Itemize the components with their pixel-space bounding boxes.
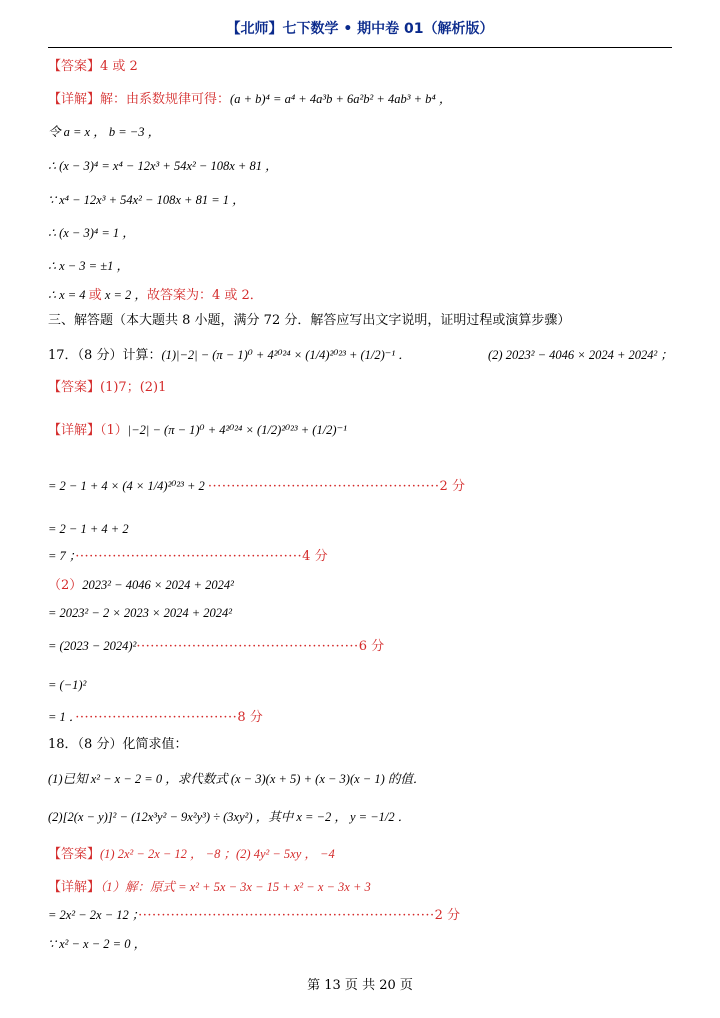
step-2: = 2 − 1 + 4 + 2 — [48, 522, 129, 536]
substitution-line: 令 a = x ， b = −3 ， — [48, 125, 161, 139]
dot-leader: ································································ — [138, 908, 435, 923]
binomial-expansion: (a + b)⁴ = a⁴ + 4a³b + 6a²b² + 4ab³ + b⁴ ， — [230, 92, 452, 106]
step-1-expr: = 2 − 1 + 4 × (4 × 1/4)²⁰²³ + 2 — [48, 479, 208, 493]
step-3 — [48, 547, 328, 566]
header-divider — [48, 47, 672, 48]
answer-line-1 — [48, 58, 138, 76]
detail-tag: 【详解】 — [48, 423, 101, 438]
score-points: 2 分 — [434, 908, 461, 923]
part-label: （1） — [100, 423, 128, 438]
dot-leader: ················································· — [75, 549, 303, 564]
detail-text: 解：由系数规律可得： — [100, 92, 231, 107]
q17-prefix: 17．（8 分）计算： — [48, 348, 162, 363]
step-7: = (−1)² — [48, 678, 87, 692]
step-4-expr: 2023² − 4046 × 2024 + 2024² — [82, 578, 234, 592]
step-5: = 2023² − 2 × 2023 × 2024 + 2024² — [48, 606, 233, 620]
final-answer: 故答案为：4 或 2． — [146, 288, 263, 303]
answer-tag: 【答案】 — [48, 380, 101, 395]
q18-answer-value: (1) 2x² − 2x − 12 ， −8 ；(2) 4y² − 5xy ， −4 — [100, 847, 335, 861]
dot-leader: ··································· — [75, 710, 238, 725]
q17-detail-expr: |−2| − (π − 1)⁰ + 4²⁰²⁴ × (1/2)²⁰²³ + (1/2)⁻¹ — [127, 423, 347, 437]
detail-tag: 【详解】 — [48, 92, 101, 107]
step-8 — [48, 708, 263, 727]
detail-tag: 【详解】 — [48, 880, 101, 895]
solution-x4: ∴ x = 4 — [48, 288, 89, 302]
q18-step-1 — [48, 906, 460, 925]
score-points: 8 分 — [237, 710, 263, 725]
q18-step-2: ∵ x² − x − 2 = 0 ， — [48, 937, 147, 951]
expansion-line: ∴ (x − 3)⁴ = x⁴ − 12x³ + 54x² − 108x + 81 ， — [48, 159, 278, 173]
page-footer: 第 13 页 共 20 页 — [307, 978, 413, 993]
section-title: 三、解答题（本大题共 8 小题，满分 72 分．解答应写出文字说明，证明过程或演算步骤） — [48, 313, 571, 328]
question-17 — [48, 346, 411, 365]
part-label: （2） — [48, 578, 83, 593]
score-points: 6 分 — [358, 639, 385, 654]
step-6 — [48, 637, 384, 656]
q18-answer — [48, 845, 335, 864]
q18-detail-expr: （1）解：原式 = x² + 5x − 3x − 15 + x² − x − 3x + 3 — [100, 880, 371, 894]
step-4 — [48, 576, 234, 595]
q17-answer-value: (1)7；(2)1 — [100, 380, 167, 395]
step-6-expr: = (2023 − 2024)² — [48, 639, 137, 653]
equation-line: ∵ x⁴ − 12x³ + 54x² − 108x + 81 = 1 ， — [48, 193, 245, 207]
page-header: 【北师】七下数学 • 期中卷 01（解析版） — [226, 21, 494, 37]
question-18: 18．（8 分）化简求值： — [48, 737, 188, 752]
q18-detail — [48, 878, 371, 897]
or-word: 或 — [88, 288, 102, 303]
q17-part1: (1)|−2| − (π − 1)⁰ + 4²⁰²⁴ × (1/4)²⁰²³ + (1/2)⁻¹ ． — [161, 348, 411, 362]
q18-part2: (2)[2(x − y)]² − (12x³y² − 9x²y³) ÷ (3xy²) ，其中 x = −2 ， y = −1/2 ． — [48, 810, 411, 824]
q18-part1: (1)已知 x² − x − 2 = 0 ，求代数式 (x − 3)(x + 5) + (x − 3)(x − 1) 的值． — [48, 772, 426, 786]
power-line: ∴ (x − 3)⁴ = 1 ， — [48, 226, 135, 240]
answer-value: 4 或 2 — [100, 59, 138, 74]
dot-leader: ················································ — [136, 639, 359, 654]
q17-part2: (2) 2023² − 4046 × 2024 + 2024² ； — [488, 348, 673, 362]
step-1 — [48, 477, 465, 496]
dot-leader: ·················································· — [207, 479, 440, 494]
step-8-expr: = 1 ． — [48, 710, 76, 724]
answer-tag: 【答案】 — [48, 59, 101, 74]
q17-detail — [48, 421, 347, 440]
conclusion-line — [48, 286, 263, 305]
score-points: 4 分 — [302, 549, 328, 564]
step-3-expr: = 7 ； — [48, 549, 76, 563]
q18-step-1-expr: = 2x² − 2x − 12 ； — [48, 908, 139, 922]
detail-line-1 — [48, 90, 451, 109]
q17-answer — [48, 379, 166, 397]
answer-tag: 【答案】 — [48, 847, 101, 862]
root-line: ∴ x − 3 = ±1 ， — [48, 259, 129, 273]
score-points: 2 分 — [439, 479, 465, 494]
solution-x2: x = 2 ， — [101, 288, 147, 302]
